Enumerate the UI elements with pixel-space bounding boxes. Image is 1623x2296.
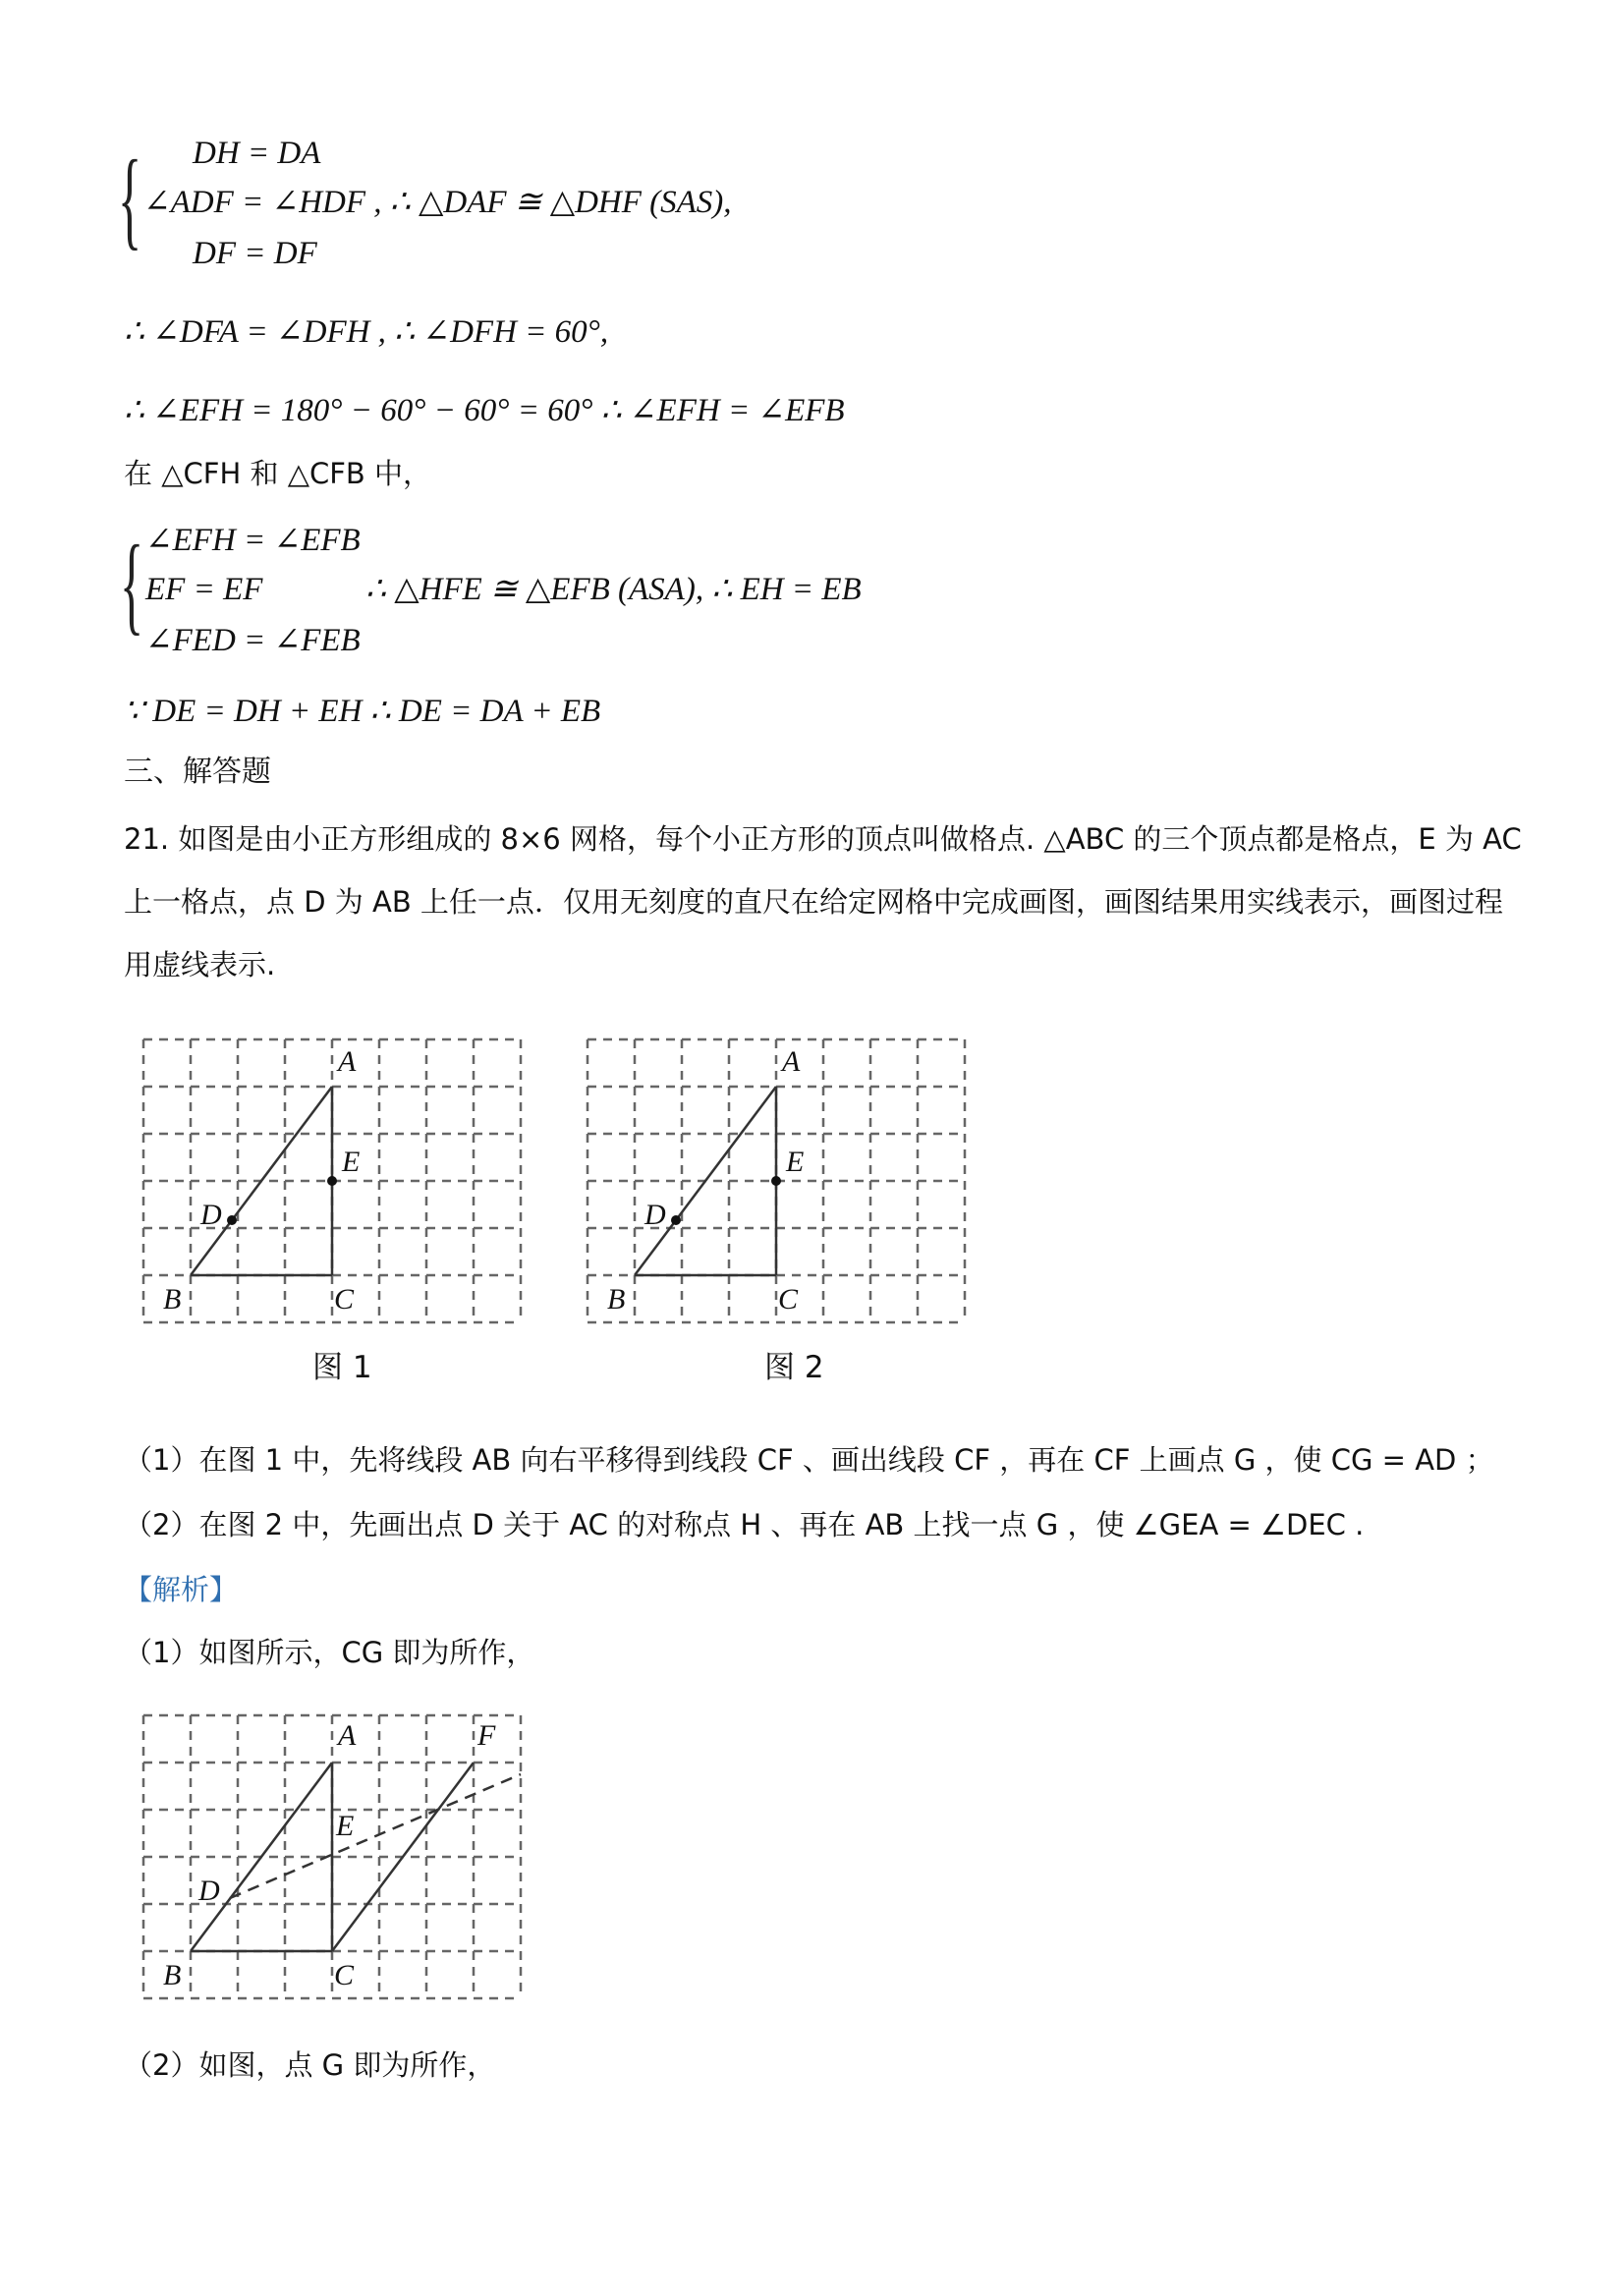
proof-line-4: ∴ ∠DFA = ∠DFH , ∴ ∠DFH = 60°, [124, 314, 609, 350]
point-D [227, 1215, 237, 1225]
solution-figure-grid [128, 1698, 540, 2012]
proof-line-6: 在 △CFH 和 △CFB 中， [124, 457, 432, 490]
point-E [771, 1176, 781, 1186]
solution-tag: 【解析】 [124, 1573, 239, 1606]
label-D: D [200, 1199, 222, 1231]
figure-1-grid [128, 1022, 540, 1336]
label-E: E [786, 1146, 805, 1178]
figure-2-grid [572, 1022, 984, 1336]
label-C: C [334, 1959, 355, 1991]
problem-line-3: 用虚线表示. [124, 948, 276, 981]
label-F: F [477, 1719, 496, 1752]
brace-system-2: { [120, 524, 144, 645]
problem-line-2: 上一格点，点 D 为 AB 上任一点．仅用无刻度的直尺在给定网格中完成画图，画图结果用实线表示，画图过程 [124, 885, 1503, 919]
proof-sys1-line3: DF = DF [193, 236, 317, 271]
dashed-line-DE [230, 1774, 521, 1898]
question-1: （1）在图 1 中，先将线段 AB 向右平移得到线段 CF 、画出线段 CF ，再在 CF 上画点 G ，使 CG = AD ； [124, 1443, 1494, 1477]
solution-1: （1）如图所示，CG 即为所作， [124, 1636, 535, 1669]
solution-2: （2）如图，点 G 即为所作， [124, 2048, 496, 2082]
proof-sys2-line3: ∠FED = ∠FEB [145, 623, 361, 658]
label-C: C [778, 1283, 799, 1316]
figure-1-caption: 图 1 [312, 1350, 372, 1385]
proof-sys1-line1: DH = DA [193, 136, 321, 171]
point-E [327, 1176, 337, 1186]
label-C: C [334, 1283, 355, 1316]
brace-system-1: { [118, 139, 142, 260]
proof-sys2-line1: ∠EFH = ∠EFB [145, 523, 361, 558]
label-D: D [198, 1875, 220, 1907]
problem-line-1: 21. 如图是由小正方形组成的 8×6 网格，每个小正方形的顶点叫做格点. △ABC 的三个顶点都是格点，E 为 AC [124, 822, 1522, 856]
question-2: （2）在图 2 中，先画出点 D 关于 AC 的对称点 H 、再在 AB 上找一点 G ，使 ∠GEA = ∠DEC . [124, 1508, 1365, 1541]
label-B: B [163, 1283, 182, 1316]
proof-sys1-line2: ∠ADF = ∠HDF , ∴ △DAF ≅ △DHF (SAS), [143, 185, 732, 220]
label-B: B [607, 1283, 626, 1316]
figure-2-caption: 图 2 [764, 1350, 824, 1385]
proof-sys2-line2b: ∴ △HFE ≅ △EFB (ASA), ∴ EH = EB [365, 572, 862, 607]
proof-line-5: ∴ ∠EFH = 180° − 60° − 60° = 60° ∴ ∠EFH = ∠EFB [124, 393, 845, 428]
label-A: A [782, 1045, 801, 1078]
label-D: D [644, 1199, 666, 1231]
label-E: E [336, 1810, 355, 1842]
label-A: A [338, 1045, 357, 1078]
proof-line-8: ∵ DE = DH + EH ∴ DE = DA + EB [124, 694, 601, 729]
label-A: A [338, 1719, 357, 1752]
proof-sys2-line2: EF = EF [145, 572, 263, 607]
label-E: E [342, 1146, 361, 1178]
point-D [671, 1215, 681, 1225]
section-heading: 三、解答题 [124, 755, 271, 789]
label-B: B [163, 1959, 182, 1991]
